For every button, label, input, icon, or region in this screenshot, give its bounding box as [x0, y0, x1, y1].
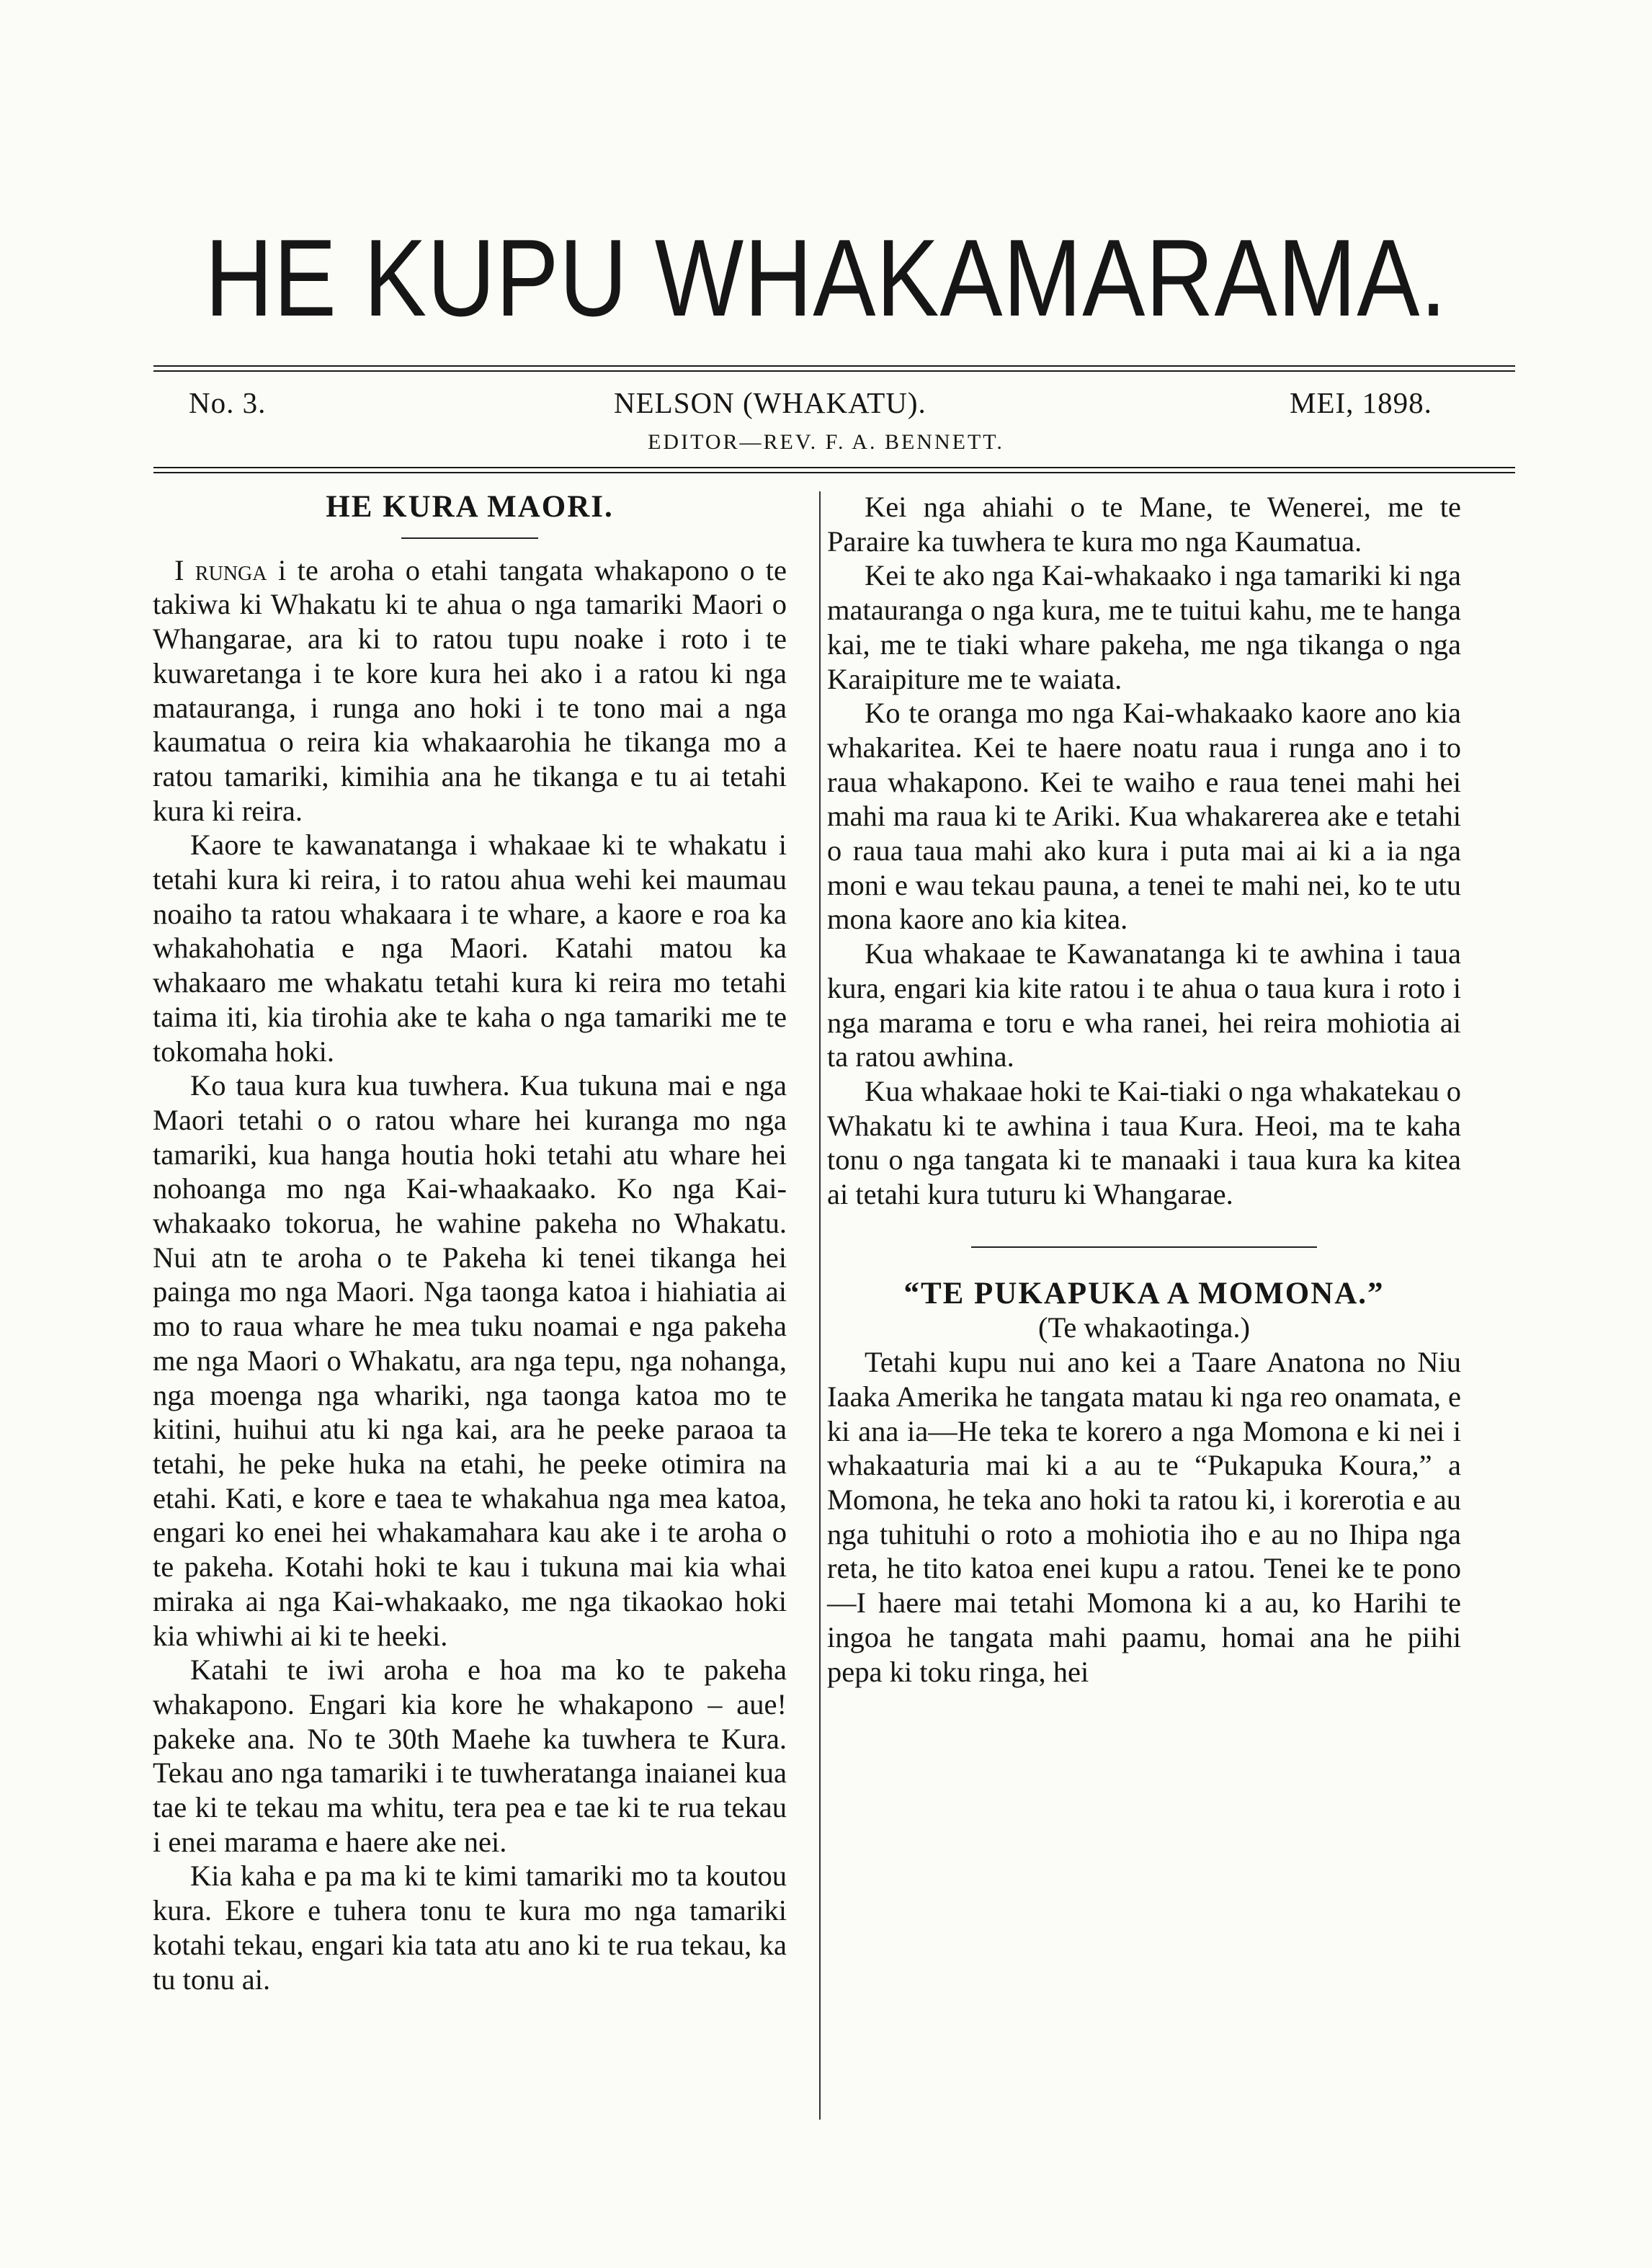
- top-rule-inner: [153, 370, 1515, 372]
- article-paragraph: Kei nga ahiahi o te Mane, te Wenerei, me te Paraire ka tuwhera te kura mo nga Kaumatua.: [827, 491, 1461, 558]
- article-paragraph: Ko taua kura kua tuwhera. Kua tukuna mai e nga Maori tetahi o o ratou whare hei kuranga mo nga tamariki, kua hanga houtia hoki tetahi atu whare hei nohoanga mo nga Kai-whaakaako. Ko nga Kai-whakaako tokorua, he wahine pakeha no Whakatu. Nui atn te aroha o te Pakeha ki tenei tikanga hei painga mo nga Maori. Nga taonga katoa i hiahiatia ai mo to raua whare he mea tuku noamai e nga pakeha me nga Maori o Whakatu, ara nga tepu, nga nohanga, nga moenga nga whariki, nga taonga katoa mo te kitini, huihui atu ki nga kai, ara he peeke paraoa ta tetahi, he peke huka na etahi, he peeke otimira na etahi. Kati, e kore e taea te whakahua nga mea katoa, engari ko enei hei whakamahara kau ake i te aroha o te pakeha. Kotahi hoki te kau i tukuna mai kia whai miraka ai nga Kai-whakaako, me nga tikaokao hoki kia whiwhi ai ki te heeki.: [153, 1069, 787, 1652]
- article-paragraph: [153, 553, 787, 829]
- masthead-title: HE KUPU WHAKAMARAMA.: [205, 217, 1447, 339]
- paragraph-text: i te aroha o etahi tangata whakapono o te takiwa ki Whakatu ki te ahua o nga tamariki Maori o Whangarae, ara ki to ratou tupu noake i roto i te kuwaretanga i te kore kura hei ako i a ratou ki nga matauranga, i runga ano hoki i te tono mai a nga kaumatua o reira kia whakaarohia he tikanga mo a ratou tamariki, kimihia ana he tikanga e tu ai tetahi kura ki reira.: [153, 553, 787, 827]
- article-heading: HE KURA MAORI.: [326, 490, 614, 524]
- heading-rule: [401, 537, 538, 539]
- article-heading: “TE PUKAPUKA A MOMONA.”: [903, 1276, 1385, 1311]
- section-rule: [971, 1246, 1317, 1248]
- article-paragraph: Kei te ako nga Kai-whakaako i nga tamariki ki nga matauranga o nga kura, me te tuitui kahu, me te hanga kai, me te tiaki whare pakeha, me nga tikanga o nga Karaipiture me te waiata.: [827, 559, 1461, 695]
- header-rule-outer: [153, 467, 1515, 468]
- drop-word: I runga: [174, 553, 267, 586]
- header-rule-inner: [153, 472, 1515, 473]
- issue-place: NELSON (WHAKATU).: [614, 386, 927, 419]
- editor-line: EDITOR—REV. F. A. BENNETT.: [648, 430, 1004, 454]
- article-paragraph: Tetahi kupu nui ano kei a Taare Anatona no Niu Iaaka Amerika he tangata matau ki nga reo onamata, e ki ana ia—He teka te korero a nga Momona e ki nei i whakaaturia mai ki a au te “Pukapuka Koura,” a Momona, he teka ano hoki ta ratou ki, i korerotia e au nga tuhituhi o roto a mohiotia iho e au no Ihipa nga reta, he tito katoa enei kupu a ratou. Tenei ke te pono—I haere mai tetahi Momona ki a au, ko Harihi te ingoa he tangata mahi paamu, homai ana he piihi pepa ki toku ringa, hei: [827, 1346, 1461, 1688]
- column-right: [827, 490, 1461, 1689]
- article-paragraph: Kaore te kawanatanga i whakaae ki te whakatu i tetahi kura ki reira, i to ratou ahua wehi kei maumau noaiho ta ratou whakaara i te whare, a kaore e roa ka whakahohatia e nga Maori. Katahi matou ka whakaaro me whakatu tetahi kura ki reira mo tetahi taima iti, kia tirohia ake te kaha o nga tamariki me te tokomaha hoki.: [153, 829, 787, 1068]
- issue-date: MEI, 1898.: [1290, 386, 1432, 419]
- column-divider: [819, 491, 821, 2120]
- article-paragraph: Kia kaha e pa ma ki te kimi tamariki mo ta koutou kura. Ekore e tuhera tonu te kura mo nga tamariki kotahi tekau, engari kia tata atu ano ki te rua tekau, ka tu tonu ai.: [153, 1860, 787, 1996]
- article-paragraph: Katahi te iwi aroha e hoa ma ko te pakeha whakapono. Engari kia kore he whakapono – aue! pakeke ana. No te 30th Maehe ka tuwhera te Kura. Tekau ano nga tamariki i te tuwheratanga inaianei kua tae ki te tekau ma whitu, tera pea e tae ki te rua tekau i enei marama e haere ake nei.: [153, 1653, 787, 1858]
- issue-number: No. 3.: [189, 386, 267, 419]
- article-paragraph: Kua whakaae hoki te Kai-tiaki o nga whakatekau o Whakatu ki te awhina i taua Kura. Heoi, ma te kaha tonu o nga tangata ki te manaaki i taua kura ka kitea ai tetahi kura tuturu ki Whangarae.: [827, 1074, 1461, 1211]
- top-rule-outer: [153, 365, 1515, 367]
- article-subheading: (Te whakaotinga.): [1037, 1311, 1251, 1344]
- article-paragraph: Ko te oranga mo nga Kai-whakaako kaore ano kia whakaritea. Kei te haere noatu raua i runga ano i to raua whakapono. Kei te waiho e raua tenei mahi hei mahi ma raua ki te Ariki. Kua whakarerea ake e tetahi o raua taua mahi ako kura i puta mai ai ki a ia nga moni e wau tekau pauna, a tenei te mahi nei, ko te utu mona kaore ano kia kitea.: [827, 697, 1461, 936]
- article-paragraph: Kua whakaae te Kawanatanga ki te awhina i taua kura, engari kia kite ratou i te ahua o taua kura i roto i nga marama e toru e wha ranei, hei reira mohiotia ai ta ratou awhina.: [827, 937, 1461, 1073]
- column-left: [153, 490, 787, 1996]
